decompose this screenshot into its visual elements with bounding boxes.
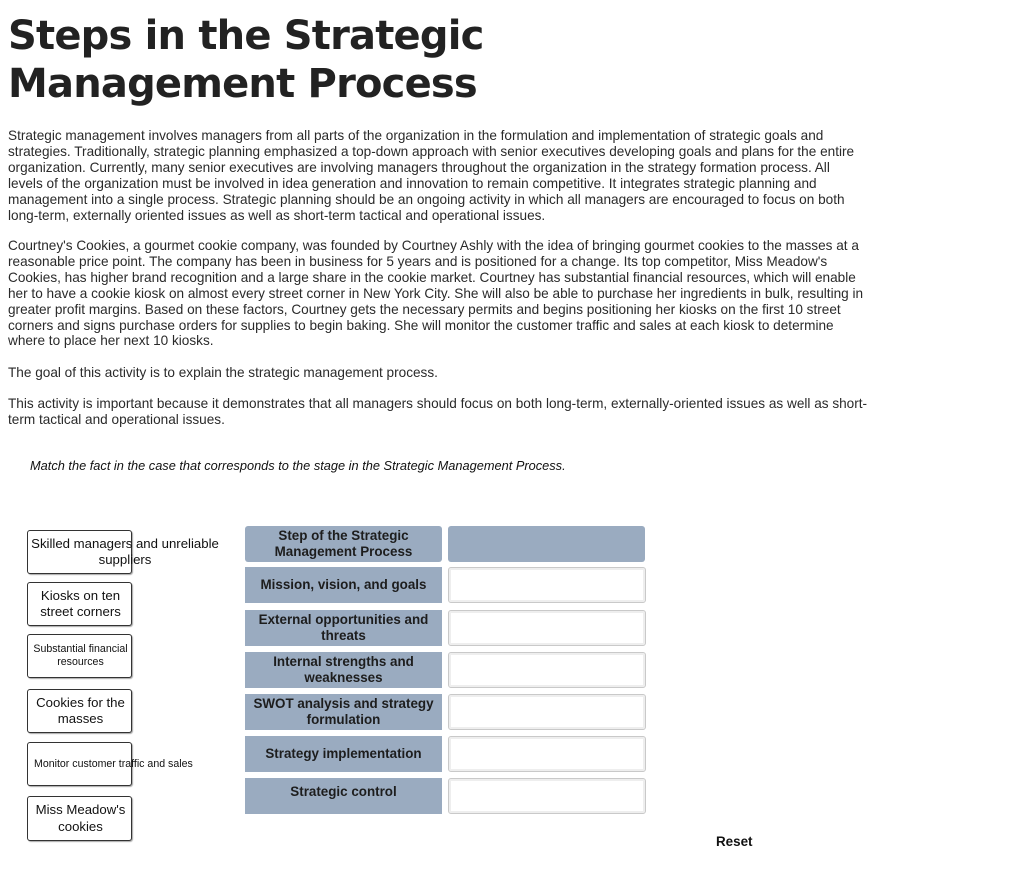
- stage-label: External opportunities and threats: [258, 612, 429, 643]
- drop-target-swot-analysis[interactable]: [448, 694, 646, 730]
- stage-mission-vision-goals: [245, 567, 442, 603]
- fact-card-miss-meadows[interactable]: [27, 796, 132, 841]
- fact-card-skilled-managers[interactable]: [27, 530, 219, 574]
- fact-card-financial-resources[interactable]: [27, 634, 132, 678]
- fact-card-label: Substantial financial resources: [33, 643, 128, 668]
- goal-paragraph: The goal of this activity is to explain the strategic management process.: [8, 365, 438, 380]
- stage-internal-strengths-weaknesses: [245, 652, 442, 688]
- fact-card-label: Cookies for the masses: [36, 694, 125, 726]
- drop-target-mission-vision-goals[interactable]: [448, 567, 646, 603]
- stage-external-opportunities-threats: [245, 610, 442, 646]
- instruction-text: Match the fact in the case that corresponds to the stage in the Strategic Management Process.: [30, 458, 566, 473]
- drop-target-strategic-control[interactable]: [448, 778, 646, 814]
- stage-label: SWOT analysis and strategy formulation: [253, 696, 434, 727]
- stage-swot-analysis: [245, 694, 442, 730]
- stage-label: Internal strengths and weaknesses: [273, 654, 414, 685]
- importance-paragraph: This activity is important because it demonstrates that all managers should focus on both long-term, externally-oriented issues as well as short-term tactical and operational issues.: [8, 396, 868, 427]
- fact-card-label: Monitor customer traffic and sales: [34, 757, 193, 770]
- stage-label: Mission, vision, and goals: [260, 577, 427, 592]
- case-paragraph: Courtney's Cookies, a gourmet cookie company, was founded by Courtney Ashly with the idea of bringing gourmet cookies to the masses at a reasonable price point. The company has been in business for 5 years and is positioned for a change. Its top competitor, Miss Meadow's Cookies, has higher brand recognition and a large share in the cookie market. Courtney has substantial financial resources, which will enable her to have a cookie kiosk on almost every street corner in New York City. She will also be able to purchase her ingredients in bulk, resulting in greater profit margins. Based on these factors, Courtney gets the necessary permits and begins positioning her kiosks on the first 10 street corners and signs purchase orders for supplies to begin baking. She will monitor the customer traffic and sales at each kiosk to determine where to place her next 10 kiosks.: [8, 238, 864, 349]
- fact-card-monitor-traffic[interactable]: [27, 742, 193, 786]
- drop-target-strategy-implementation[interactable]: [448, 736, 646, 772]
- intro-paragraph: Strategic management involves managers from all parts of the organization in the formulation and implementation of strategic goals and strategies. Traditionally, strategic planning emphasized a top-down approach with senior executives developing goals and plans for the entire organization. Currently, many senior executives are involving managers throughout the organization in the strategy formation process. All levels of the organization must be involved in idea generation and innovation to remain competitive. It integrates strategic planning and management into a single process. Strategic planning should be an ongoing activity in which all managers are encouraged to focus on both long-term, externally oriented issues as well as short-term tactical and operational issues.: [8, 128, 855, 223]
- stage-strategy-implementation: [245, 736, 442, 772]
- stage-strategic-control: [245, 778, 442, 814]
- table-header-answer-label: [448, 526, 645, 562]
- table-header-step: [245, 526, 442, 562]
- stage-label: Strategy implementation: [265, 746, 422, 761]
- fact-card-cookies-for-masses[interactable]: [27, 689, 132, 733]
- reset-button[interactable]: Reset: [716, 834, 753, 849]
- drop-target-external-opportunities-threats[interactable]: [448, 610, 646, 646]
- table-header-answer: [448, 526, 645, 562]
- page-title: Steps in the Strategic Management Process: [8, 13, 484, 107]
- stage-label: Strategic control: [290, 784, 397, 799]
- fact-card-label: Skilled managers and unreliable suppliers: [31, 535, 219, 567]
- fact-card-label: Kiosks on ten street corners: [40, 587, 121, 619]
- drop-target-internal-strengths-weaknesses[interactable]: [448, 652, 646, 688]
- table-header-step-label: Step of the Strategic Management Process: [274, 528, 413, 559]
- fact-card-label: Miss Meadow's cookies: [35, 802, 126, 834]
- fact-card-kiosks[interactable]: [27, 582, 132, 626]
